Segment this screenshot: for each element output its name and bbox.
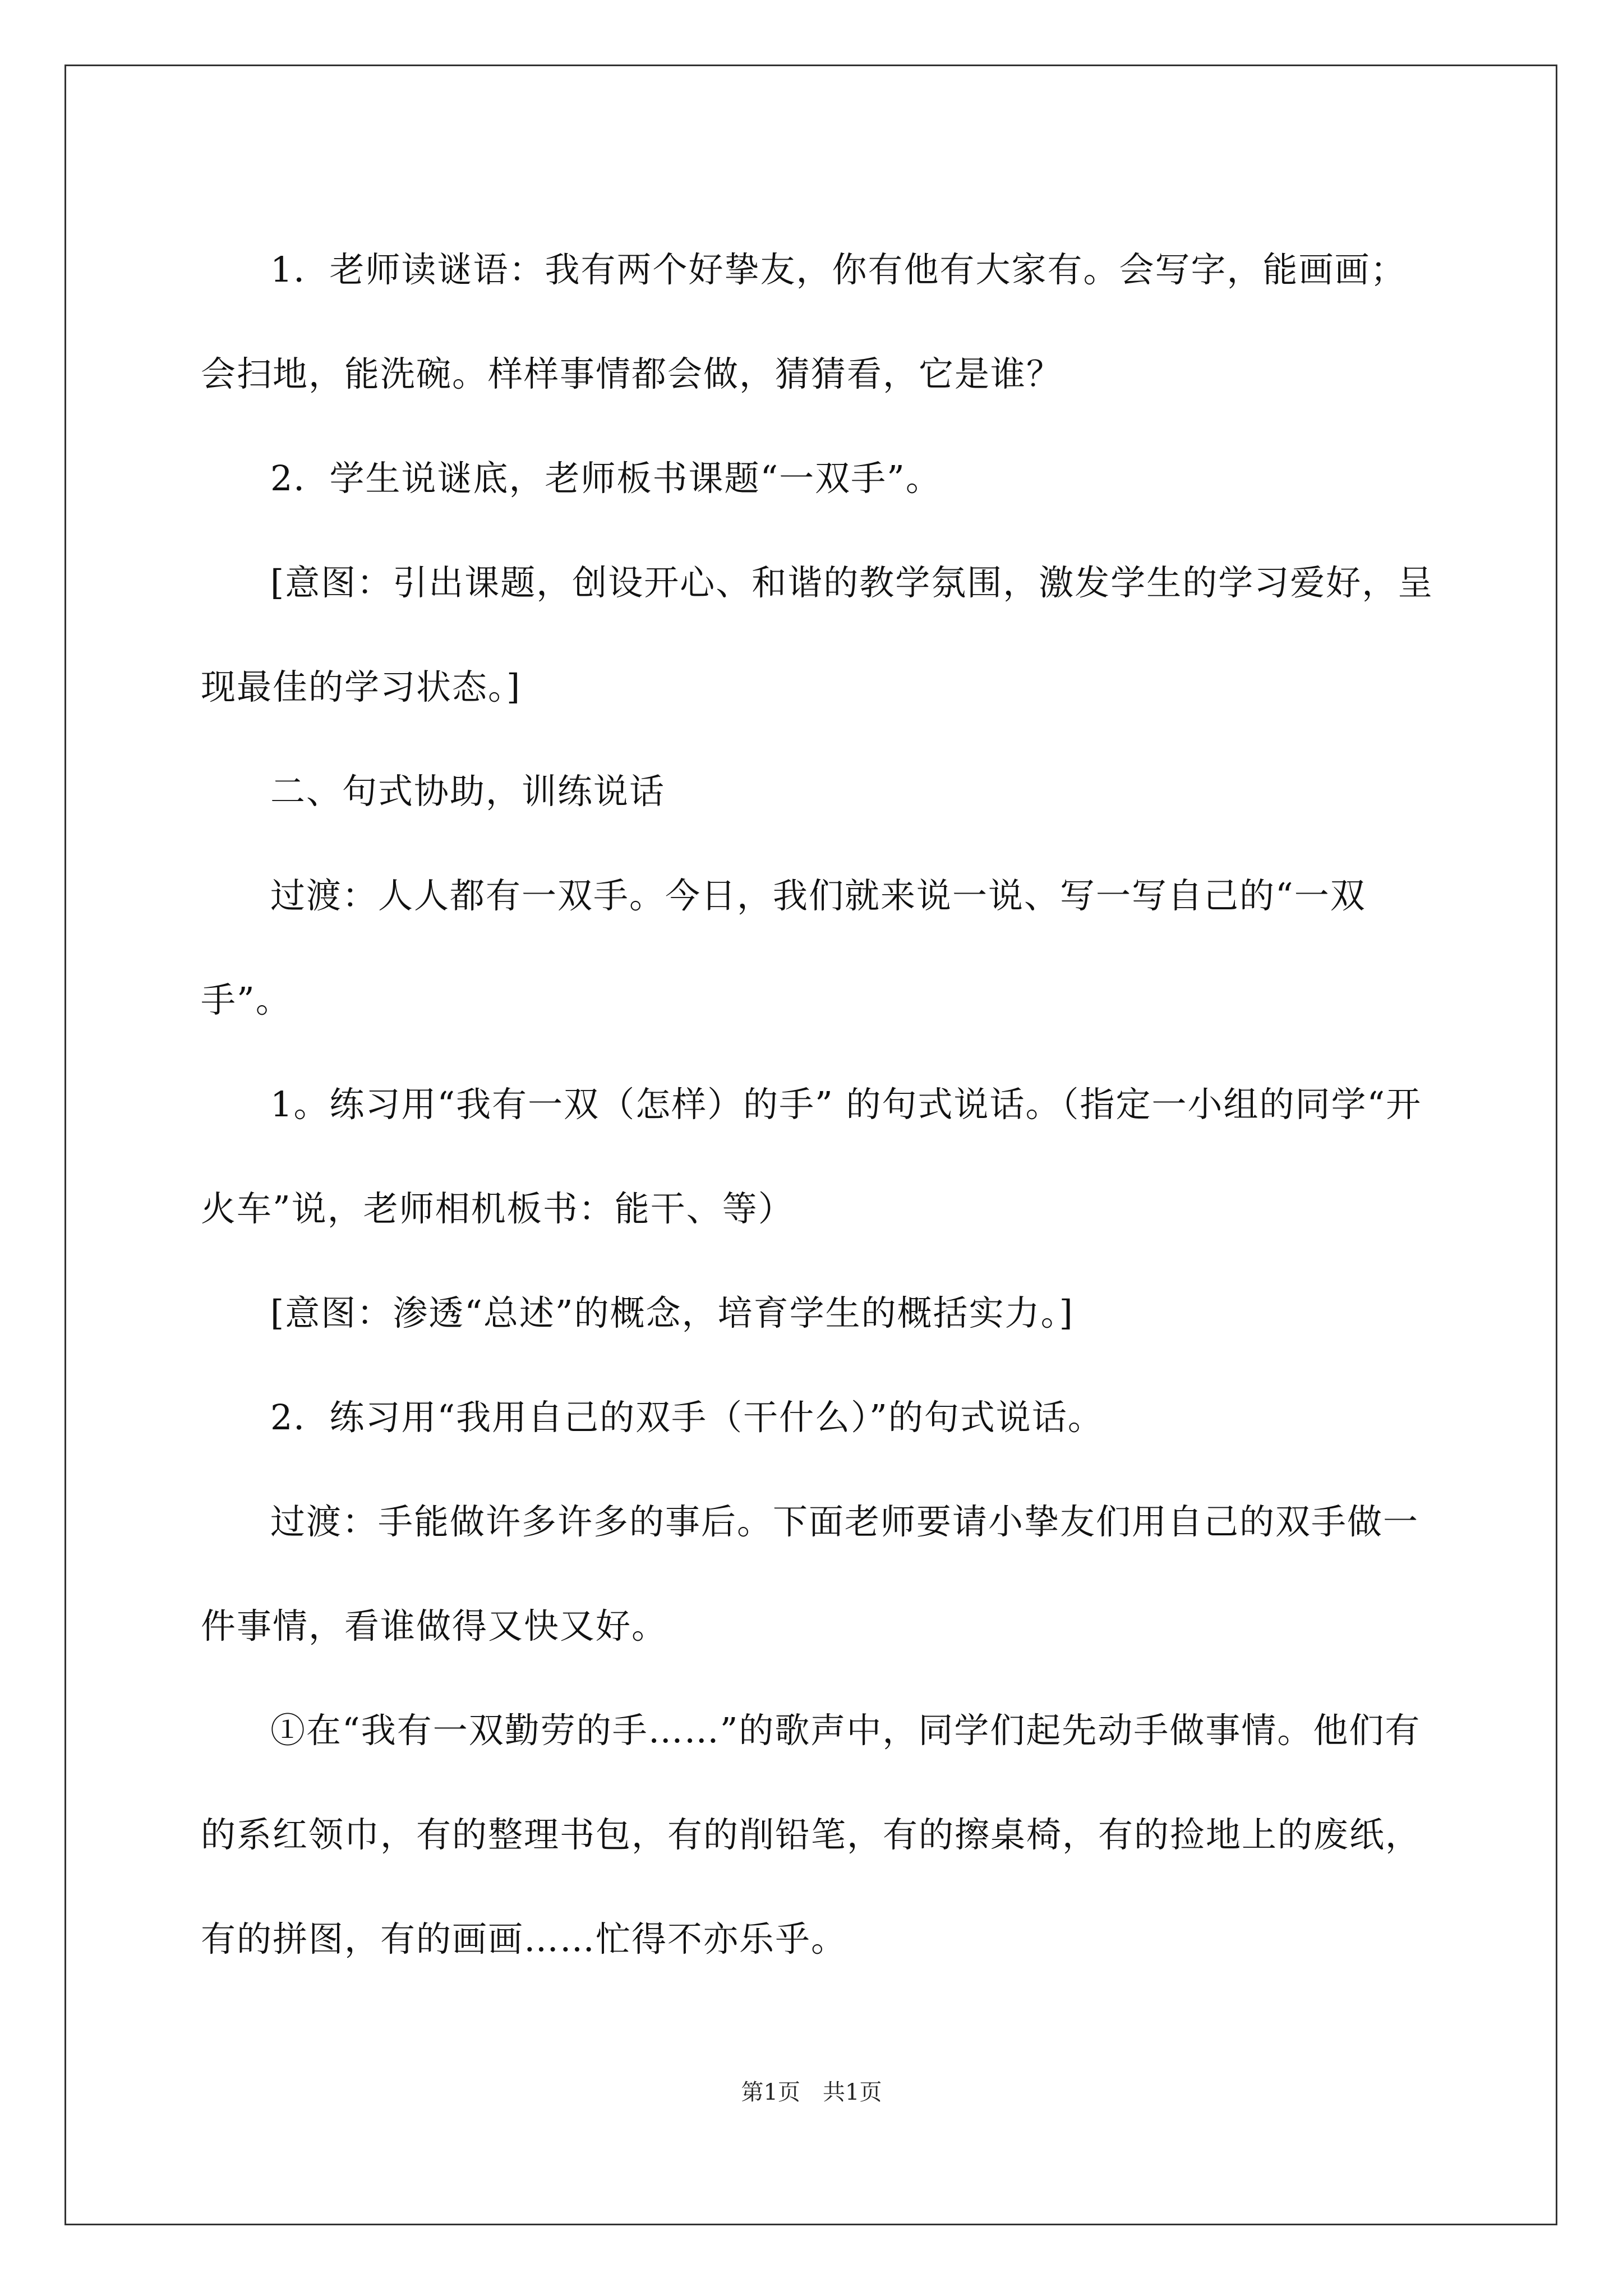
paragraph-intent-2: [意图：渗透“总述”的概念，培育学生的概括实力。] bbox=[270, 1292, 1074, 1333]
section-heading: 二、句式协助，训练说话 bbox=[270, 771, 666, 812]
paragraph-transition-2: 过渡：手能做许多许多的事后。下面老师要请小挚友们用自己的双手做一件事情，看谁做得又快又好。 bbox=[201, 1501, 1419, 1646]
document-body bbox=[201, 218, 1435, 1991]
paragraph-transition-1: 过渡：人人都有一双手。今日，我们就来说一说、写一写自己的“一双手”。 bbox=[201, 875, 1366, 1020]
paragraph-intent-1: [意图：引出课题，创设开心、和谐的教学氛围，激发学生的学习爱好，呈现最佳的学习状态。] bbox=[201, 562, 1434, 707]
paragraph-practice-2: 2．练习用“我用自己的双手（干什么）”的句式说话。 bbox=[270, 1397, 1104, 1438]
paragraph-riddle: 1．老师读谜语：我有两个好挚友，你有他有大家有。会写字，能画画；会扫地，能洗碗。样样事情都会做，猜猜看，它是谁？ bbox=[201, 249, 1407, 394]
paragraph-activity: ①在“我有一双勤劳的手……”的歌声中，同学们起先动手做事情。他们有的系红领巾，有的整理书包，有的削铅笔，有的擦桌椅，有的捡地上的废纸，有的拼图，有的画画……忙得不亦乐乎。 bbox=[201, 1710, 1422, 1959]
paragraph-practice-1: 1。练习用“我有一双（怎样）的手” 的句式说话。（指定一小组的同学“开火车”说，老师相机板书：能干、等） bbox=[201, 1084, 1422, 1229]
page-number: 第1页 共1页 bbox=[741, 2079, 882, 2105]
paragraph-answer: 2．学生说谜底，老师板书课题“一双手”。 bbox=[270, 458, 942, 499]
